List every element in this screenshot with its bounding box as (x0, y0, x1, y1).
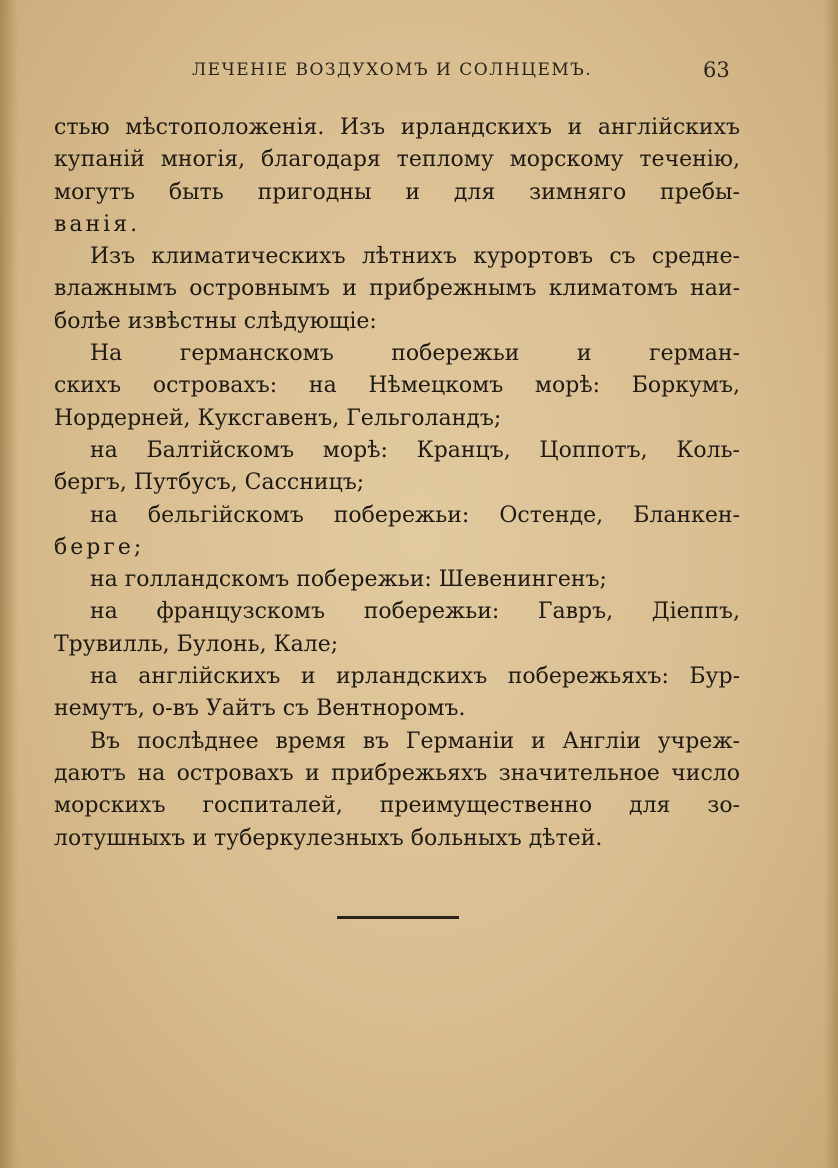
page-number: 63 (703, 58, 730, 82)
text-line: на голландскомъ побережьи: Шевенингенъ; (90, 567, 607, 593)
text-line: влажнымъ островнымъ и прибрежнымъ климатомъ наи- (54, 276, 740, 302)
text-line: Трувилль, Булонь, Кале; (54, 631, 339, 657)
text-line: Изъ климатическихъ лѣтнихъ курортовъ съ средне- (90, 244, 740, 270)
text-line: берге; (54, 534, 145, 560)
page-edge-left (0, 0, 18, 1168)
text-line: на французскомъ побережьи: Гавръ, Діеппъ, (90, 599, 740, 625)
running-head: ЛЕЧЕНІЕ ВОЗДУХОМЪ И СОЛНЦЕМЪ. (192, 60, 593, 80)
page-edge-right (824, 0, 838, 1168)
body-text (54, 112, 740, 855)
text-line: на Балтійскомъ морѣ: Кранцъ, Цоппотъ, Коль- (90, 437, 740, 463)
text-line: бергъ, Путбусъ, Сассницъ; (54, 470, 365, 496)
text-line: купаній многія, благодаря теплому морскому теченію, (54, 147, 740, 173)
text-line: морскихъ госпиталей, преимущественно для зо- (54, 793, 740, 819)
text-line: лотушныхъ и туберкулезныхъ больныхъ дѣтей. (54, 825, 603, 851)
text-line: даютъ на островахъ и прибрежьяхъ значительное число (54, 760, 740, 786)
text-line: немутъ, о-въ Уайтъ съ Вентноромъ. (54, 696, 466, 722)
text-line: на бельгійскомъ побережьи: Остенде, Бланкен- (90, 502, 740, 528)
text-line: На германскомъ побережьи и герман- (90, 341, 740, 367)
text-line: болѣе извѣстны слѣдующіе: (54, 308, 377, 334)
text-line: на англійскихъ и ирландскихъ побережьяхъ: Бур- (90, 664, 740, 690)
text-line: ванія. (54, 211, 141, 237)
text-line: скихъ островахъ: на Нѣмецкомъ морѣ: Боркумъ, (54, 373, 740, 399)
text-line: Нордерней, Куксгавенъ, Гельголандъ; (54, 405, 502, 431)
text-line: стью мѣстоположенія. Изъ ирландскихъ и англійскихъ (54, 115, 740, 140)
text-line: Въ послѣднее время въ Германіи и Англіи учреж- (90, 728, 740, 754)
text-line: могутъ быть пригодны и для зимняго пребы- (54, 179, 740, 205)
section-end-rule (337, 916, 459, 919)
